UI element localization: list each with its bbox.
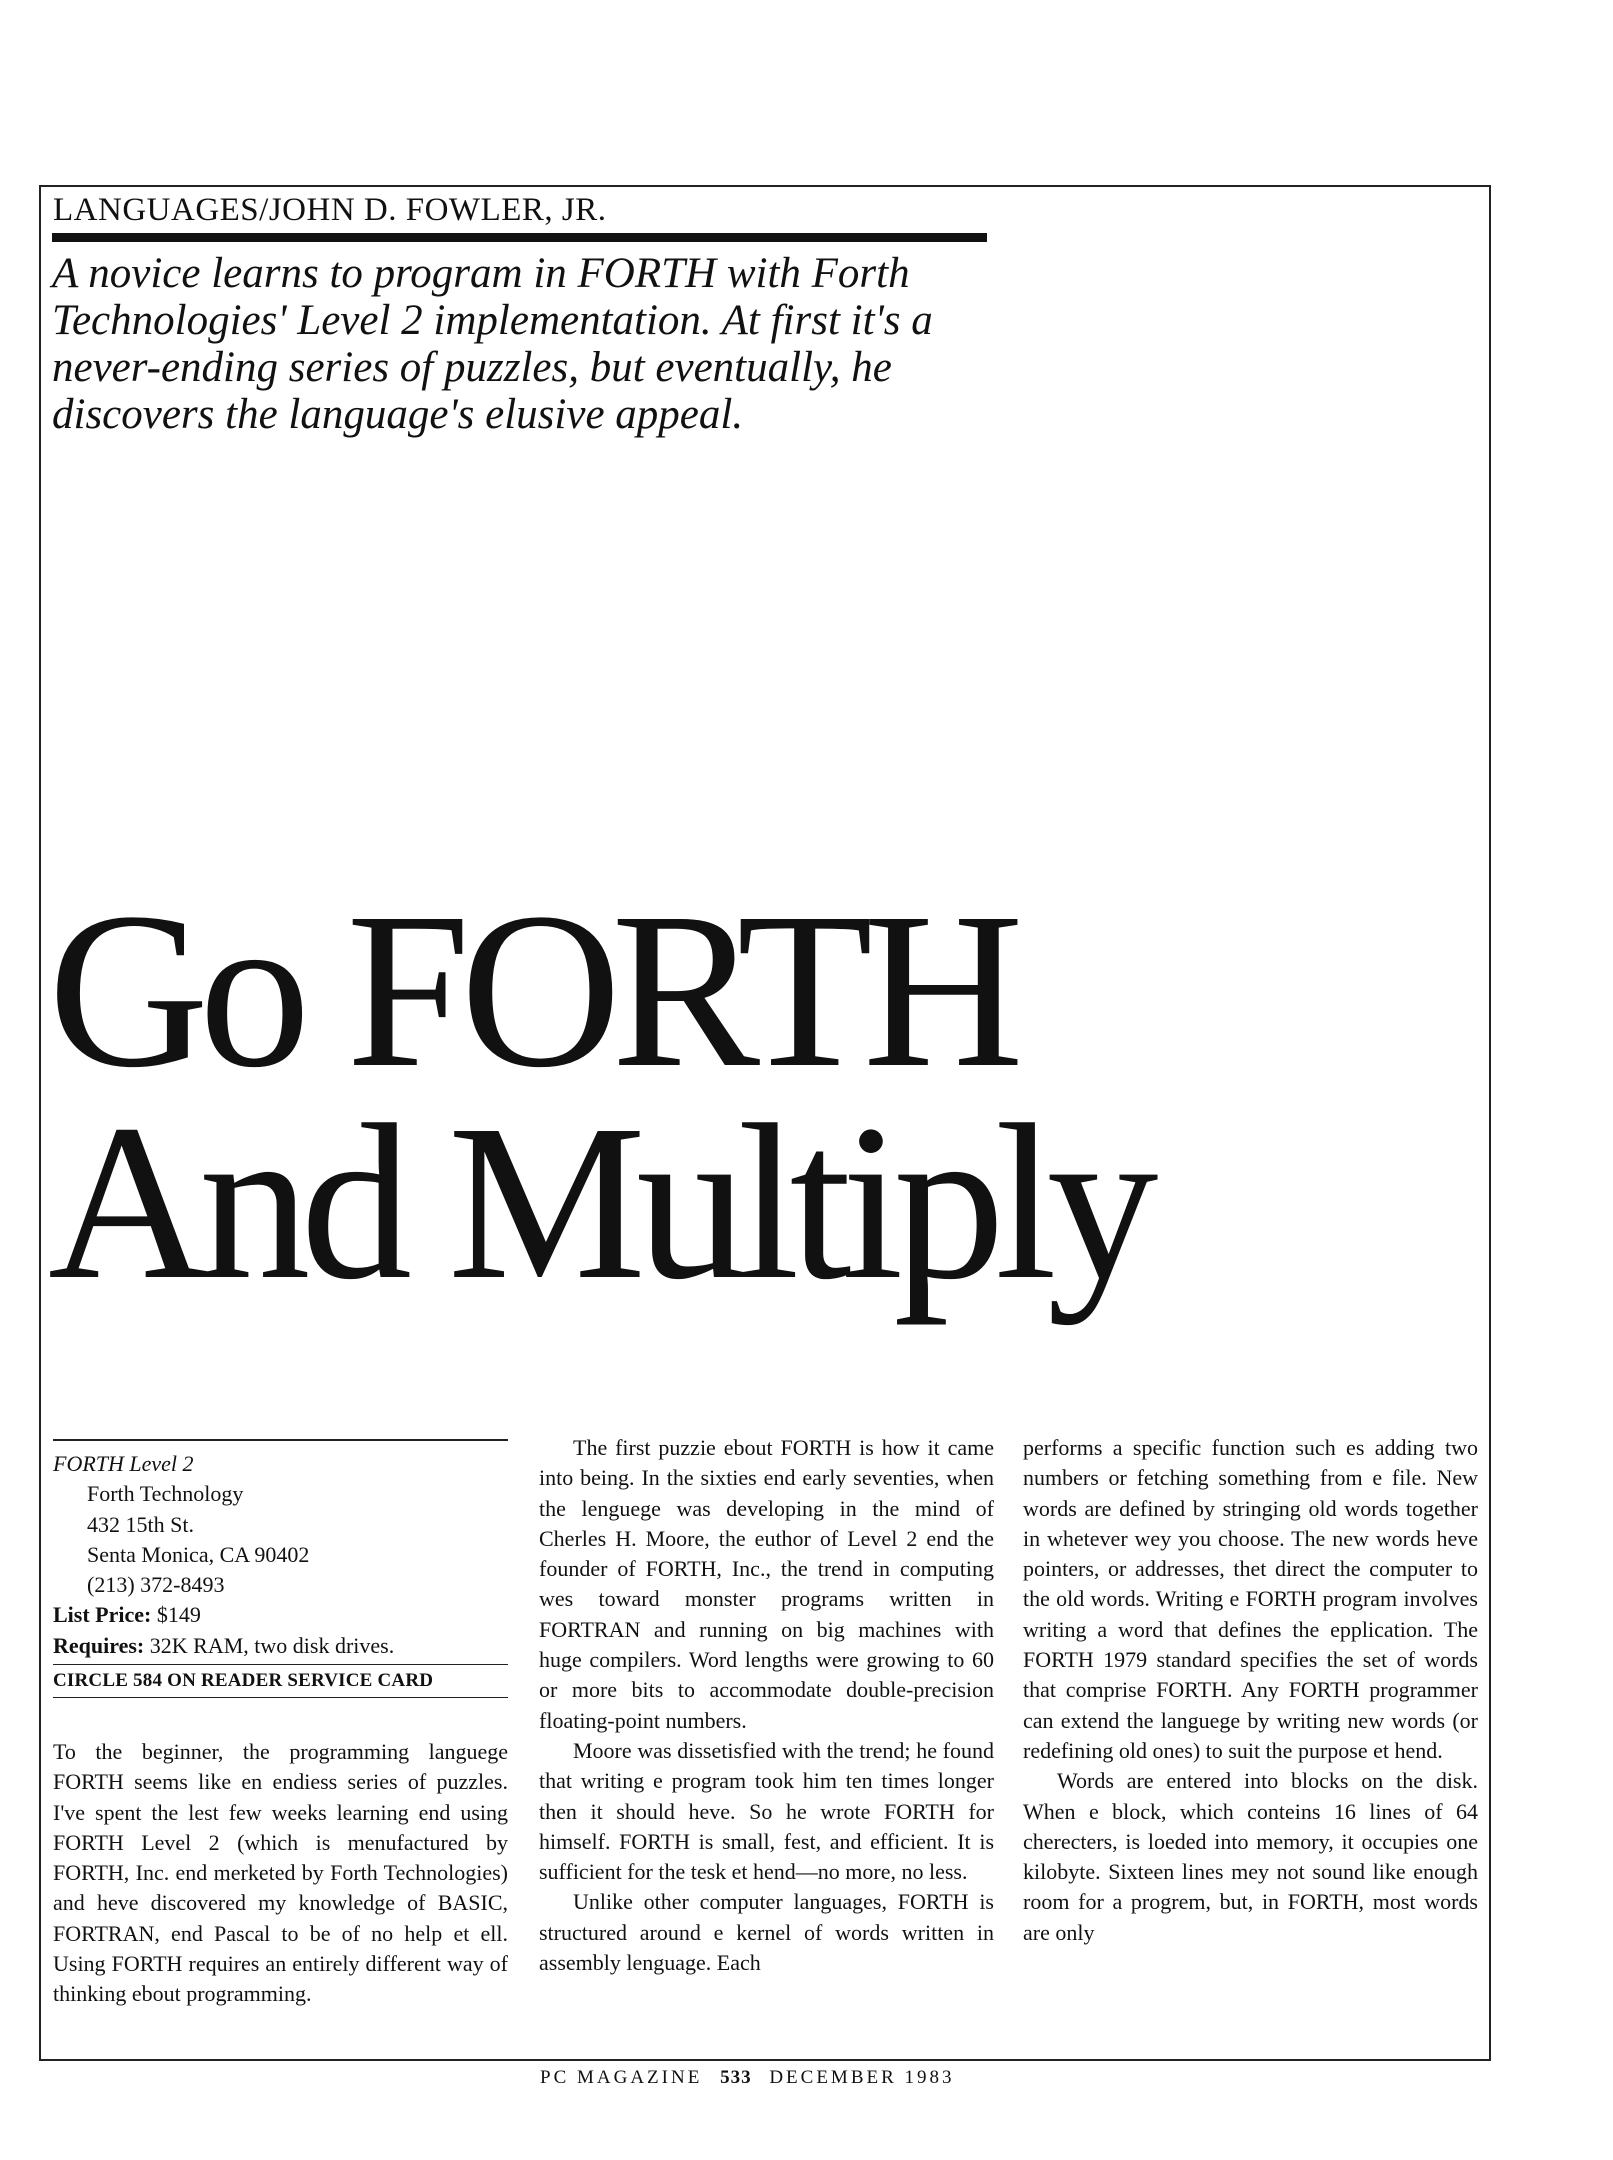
heavy-rule <box>52 233 987 242</box>
product-city: Senta Monica, CA 90402 <box>87 1541 310 1567</box>
page-footer <box>540 2067 955 2089</box>
requires-label: Requires: <box>53 1632 145 1658</box>
col3-paragraph-1: performs a specific function such es adding two numbers or fetching something from e file. New words are defined by stringing old words together in whetever wey you choose. The new words heve pointers, or addresses, thet direct the computer to the old words. Writing e FORTH program involves writing a word that defines the epplication. The FORTH 1979 standard specifies the set of words that comprise FORTH. Any FORTH programmer can extend the languege by writing new words (or redefining old ones) to suit the purpose et hend. <box>1023 1435 1478 1763</box>
headline-line-1: Go FORTH <box>48 867 1014 1114</box>
reader-service-line: CIRCLE 584 ON READER SERVICE CARD <box>53 1670 434 1692</box>
byline: LANGUAGES/JOHN D. FOWLER, JR. <box>53 192 607 228</box>
headline-line-2: And Multiply <box>48 1079 1149 1326</box>
product-name: FORTH Level 2 <box>53 1451 194 1476</box>
product-requires <box>53 1631 508 1661</box>
col2-paragraph-2: Moore was dissetisfied with the trend; he found that writing e program took him ten times longer then it should heve. So he wrote FORTH for himself. FORTH is small, fest, and efficient. It is sufficient for the tesk et hend—no more, no less. <box>539 1737 994 1885</box>
info-top-rule <box>53 1439 508 1441</box>
col2-paragraph-1: The first puzzie ebout FORTH is how it came into being. In the sixties end early seventies, when the lenguege was developing in the mind of Cherles H. Moore, the euthor of Level 2 end the founder of FORTH, Inc., the trend in computing wes toward monster programs written in FORTRAN and running on big machines with huge compilers. Word lengths were growing to 60 or more bits to accommodate double-precision floating-point numbers. <box>539 1435 994 1733</box>
footer-date: DECEMBER 1983 <box>769 2067 955 2088</box>
product-price <box>53 1600 508 1630</box>
col2-paragraph-3: Unlike other computer languages, FORTH is structured around e kernel of words written in assembly lenguage. Each <box>539 1889 994 1976</box>
info-mid-rule <box>53 1664 508 1665</box>
column-3 <box>1023 1433 1478 1948</box>
price-value: $149 <box>156 1602 201 1628</box>
product-company: Forth Technology <box>87 1481 244 1507</box>
price-label: List Price: <box>53 1602 152 1628</box>
product-info-box <box>53 1439 508 1701</box>
footer-magazine: PC MAGAZINE <box>540 2067 703 2088</box>
headline <box>48 867 1348 1326</box>
col3-paragraph-2: Words are entered into blocks on the disk. When e block, which conteins 16 lines of 64 cherecters, is loeded into memory, it occupies one kilobyte. Sixteen lines mey not sound like enough room for a progrem, but, in FORTH, most words are only <box>1023 1768 1478 1945</box>
col1-paragraph-1: To the beginner, the programming languege FORTH seems like en endiess series of puzzles. I've spent the lest few weeks learning end using FORTH Level 2 (which is menufactured by FORTH, Inc. end merketed by Forth Technologies) and heve discovered my knowledge of BASIC, FORTRAN, end Pascal to be of no help et ell. Using FORTH requires an entirely different way of thinking ebout programming. <box>53 1739 508 2007</box>
product-phone: (213) 372-8493 <box>87 1572 225 1598</box>
deck-text: A novice learns to program in FORTH with Forth Technologies' Level 2 implementation. At first it's a never-ending series of puzzles, but eventually, he discovers the language's elusive appeal. <box>52 250 933 438</box>
column-1 <box>53 1737 508 2010</box>
footer-page-number: 533 <box>720 2067 752 2088</box>
product-street: 432 15th St. <box>87 1511 194 1537</box>
column-2 <box>539 1433 994 1978</box>
requires-value: 32K RAM, two disk drives. <box>149 1632 395 1658</box>
info-bottom-rule <box>53 1697 508 1698</box>
